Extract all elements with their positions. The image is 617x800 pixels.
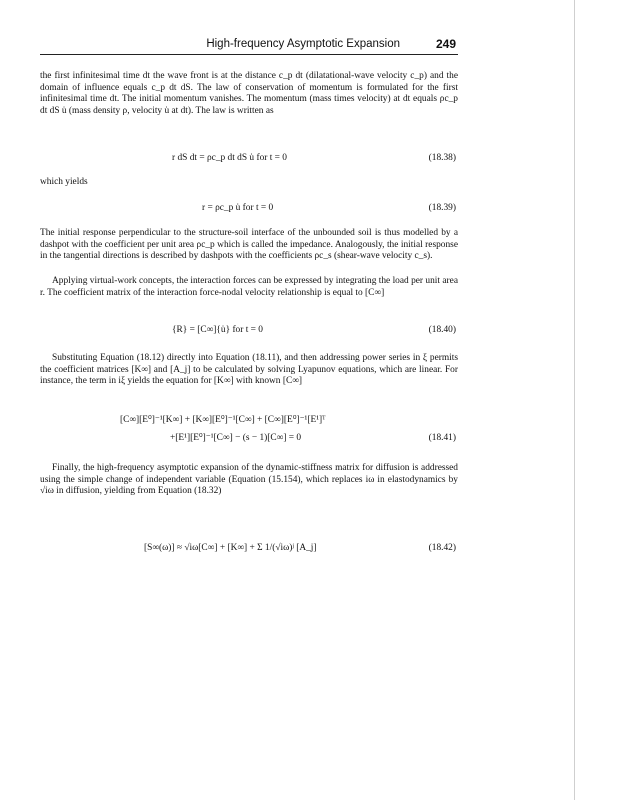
equation-18-39 <box>40 202 458 216</box>
equation-number: (18.40) <box>428 325 456 335</box>
equation-number: (18.42) <box>428 543 456 553</box>
page-number: 249 <box>435 37 456 51</box>
equation-number: (18.38) <box>428 153 456 163</box>
paragraph-virtual-work: Applying virtual-work concepts, the interaction forces can be expressed by integrating the load per unit area r. The coefficient matrix of the interaction force-nodal velocity relationship is equal to [C∞] <box>40 276 458 298</box>
equation-line-2: +[E¹][E⁰]⁻¹[C∞] − (s − 1)[C∞] = 0 <box>170 433 302 443</box>
header-title: High-frequency Asymptotic Expansion <box>206 38 400 50</box>
equation-18-42 <box>40 536 458 566</box>
paragraph-lyapunov: Substituting Equation (18.12) directly into Equation (18.11), and then addressing power series in ξ permits the coefficient matrices [K∞] and [A_j] to be calculated by solving Lyapunov equations, which are linear. For instance, the term in iξ yields the equation for [K∞] with known [C∞] <box>40 353 458 387</box>
equation-expression: r = ρc_p u̇ for t = 0 <box>202 203 274 213</box>
equation-expression: {R} = [C∞]{u̇} for t = 0 <box>172 325 263 335</box>
paragraph-momentum: the first infinitesimal time dt the wave front is at the distance c_p dt (dilatational-wave velocity c_p) and the domain of influence equals c_p dt dS. The law of conservation of momentum is formulated for the first infinitesimal time dt. The initial momentum vanishes. The momentum (mass times velocity) at dt equals ρc_p dt dS u̇ (mass density ρ, velocity u̇ at dt). The law is written as <box>40 71 458 116</box>
paragraph-impedance: The initial response perpendicular to the structure-soil interface of the unbounded soil is thus modelled by a dashpot with the coefficient per unit area ρc_p which is called the impedance. Analogously, the initial response in the tangential directions is described by dashpots with the coefficients ρc_s (shear-wave velocity c_s). <box>40 228 458 262</box>
equation-18-38 <box>40 152 458 166</box>
equation-expression: [S∞(ω)] ≈ √iω[C∞] + [K∞] + Σ 1/(√iω)ʲ [A_j] <box>144 543 317 553</box>
equation-number: (18.41) <box>428 433 456 443</box>
equation-expression: r dS dt = ρc_p dt dS u̇ for t = 0 <box>172 153 287 163</box>
page-edge <box>574 0 617 800</box>
paragraph-diffusion: Finally, the high-frequency asymptotic expansion of the dynamic-stiffness matrix for diffusion is addressed using the simple change of independent variable (Equation (15.154), which replaces iω in elastodynamics by √iω in diffusion, yielding from Equation (18.32) <box>40 463 458 497</box>
paragraph-which-yields: which yields <box>40 177 88 187</box>
equation-line-1: [C∞][E⁰]⁻¹[K∞] + [K∞][E⁰]⁻¹[C∞] + [C∞][E⁰]⁻¹[E¹]ᵀ <box>120 415 326 425</box>
equation-18-41 <box>40 414 458 448</box>
running-header <box>40 36 458 55</box>
equation-number: (18.39) <box>428 203 456 213</box>
equation-18-40 <box>40 324 458 338</box>
